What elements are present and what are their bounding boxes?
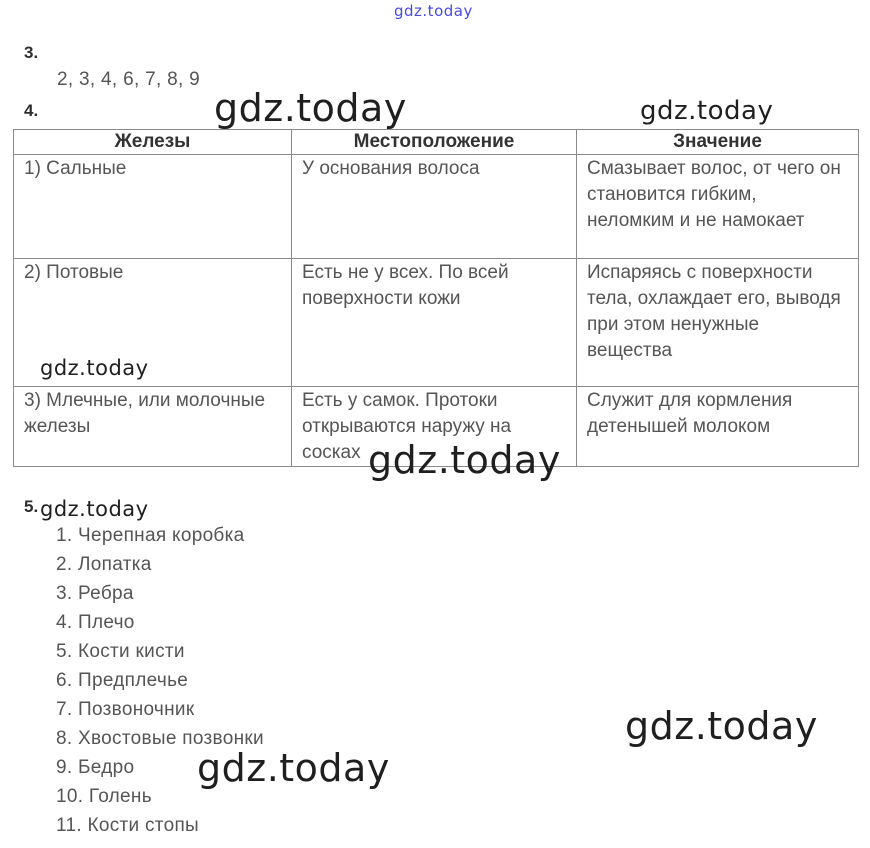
location-cell: Есть у самок. Протоки открываются наружу на сосках	[292, 387, 577, 467]
list-item: 8. Хвостовые позвонки	[56, 728, 264, 749]
meaning-cell: Служит для кормления детенышей молоком	[577, 387, 859, 467]
list-item: 7. Позвоночник	[56, 699, 195, 720]
watermark: gdz.today	[368, 438, 561, 482]
list-item: 5. Кости кисти	[56, 641, 185, 662]
list-item: 6. Предплечье	[56, 670, 189, 691]
list-item: 4. Плечо	[56, 612, 135, 633]
task-4-number: 4.	[24, 101, 39, 120]
watermark-top: gdz.today	[394, 2, 473, 20]
column-header-meaning: Значение	[577, 130, 859, 155]
watermark: gdz.today	[197, 746, 390, 790]
column-header-location: Местоположение	[292, 130, 577, 155]
watermark: gdz.today	[40, 497, 149, 521]
task-3-number: 3.	[24, 43, 39, 62]
list-item: 10. Голень	[56, 786, 152, 807]
gland-cell: 2) Потовые	[14, 259, 292, 387]
task-3-answer: 2, 3, 4, 6, 7, 8, 9	[57, 69, 201, 90]
task-5-number: 5.	[24, 497, 39, 516]
list-item: 3. Ребра	[56, 583, 134, 604]
table-row	[14, 155, 859, 259]
watermark: gdz.today	[625, 704, 818, 748]
list-item: 2. Лопатка	[56, 554, 152, 575]
table-header-row	[14, 130, 859, 155]
meaning-cell: Смазывает волос, от чего он становится гибким, неломким и не намокает	[577, 155, 859, 259]
location-cell: Есть не у всех. По всей поверхности кожи	[292, 259, 577, 387]
gland-cell: 3) Млечные, или молочные железы	[14, 387, 292, 467]
watermark: gdz.today	[40, 356, 149, 380]
list-item: 11. Кости стопы	[56, 815, 200, 836]
watermark: gdz.today	[640, 96, 774, 126]
list-item: 1. Черепная коробка	[56, 525, 245, 546]
meaning-cell: Испаряясь с поверхности тела, охлаждает его, выводя при этом ненужные вещества	[577, 259, 859, 387]
glands-table	[13, 129, 859, 467]
column-header-glands: Железы	[14, 130, 292, 155]
watermark: gdz.today	[214, 86, 407, 130]
gland-cell: 1) Сальные	[14, 155, 292, 259]
location-cell: У основания волоса	[292, 155, 577, 259]
list-item: 9. Бедро	[56, 757, 135, 778]
bones-list	[56, 521, 264, 840]
